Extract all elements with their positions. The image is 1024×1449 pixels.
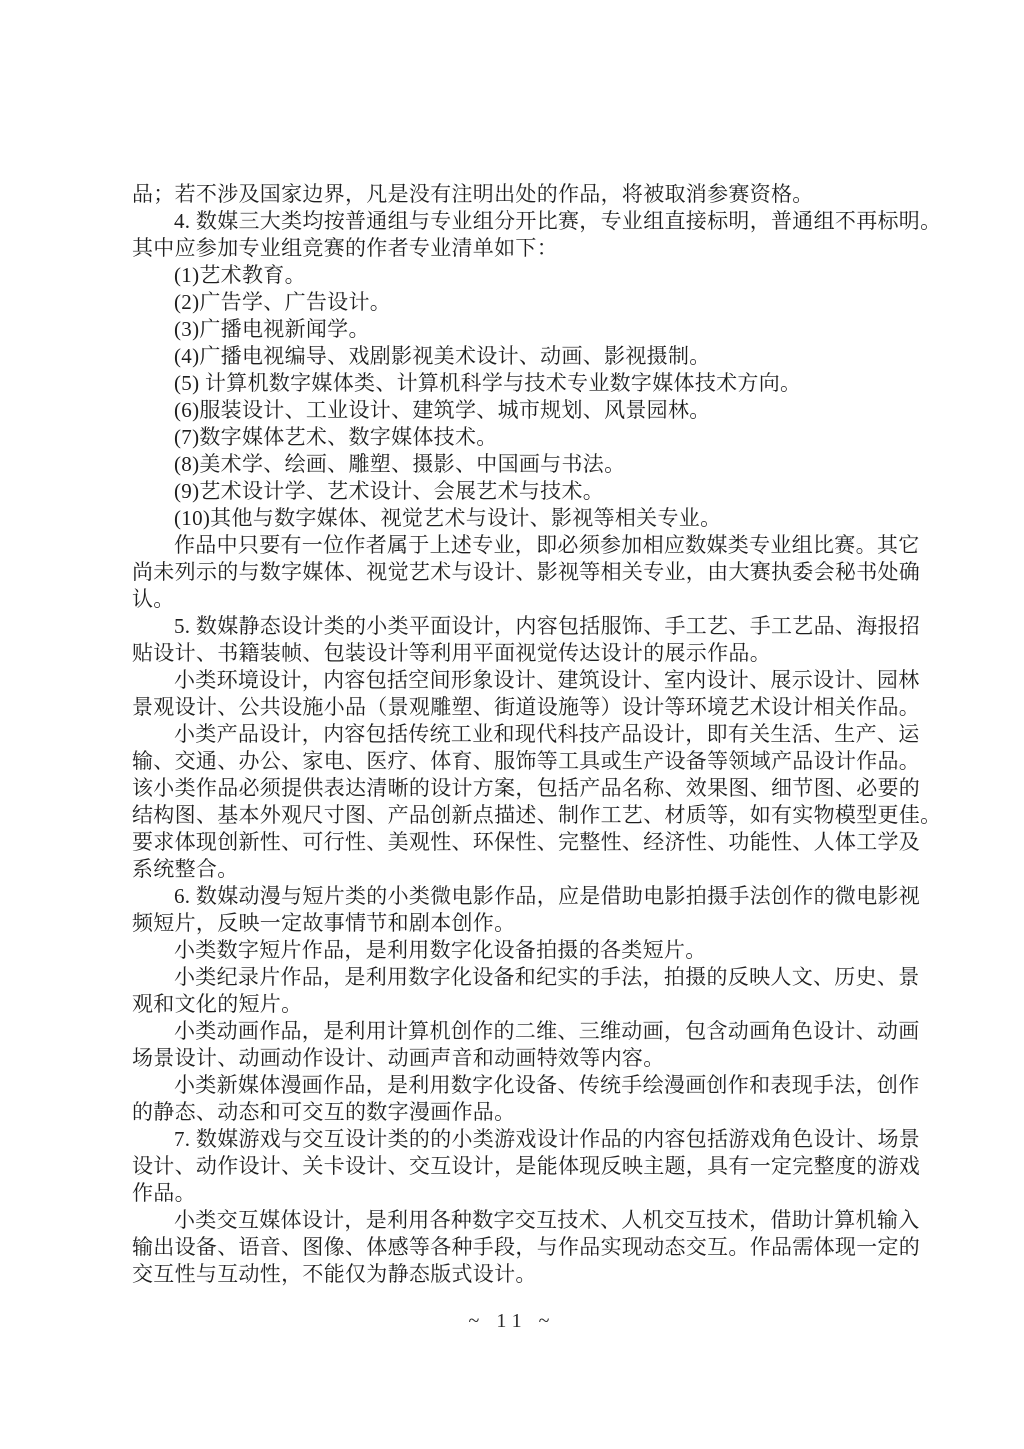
text-line: 其中应参加专业组竞赛的作者专业清单如下： bbox=[132, 236, 558, 260]
text-line: (4)广播电视编导、戏剧影视美术设计、动画、影视摄制。 bbox=[174, 344, 711, 368]
text-line: 小类动画作品，是利用计算机创作的二维、三维动画，包含动画角色设计、动画 bbox=[174, 1019, 920, 1043]
document-text bbox=[132, 181, 942, 1288]
text-line: (5) 计算机数字媒体类、计算机科学与技术专业数字媒体技术方向。 bbox=[174, 371, 802, 395]
text-line: 4. 数媒三大类均按普通组与专业组分开比赛，专业组直接标明，普通组不再标明。 bbox=[174, 209, 942, 233]
text-line: 该小类作品必须提供表达清晰的设计方案，包括产品名称、效果图、细节图、必要的 bbox=[132, 776, 921, 800]
text-line: 尚未列示的与数字媒体、视觉艺术与设计、影视等相关专业，由大赛执委会秘书处确 bbox=[132, 560, 921, 584]
text-line: 6. 数媒动漫与短片类的小类微电影作品，应是借助电影拍摄手法创作的微电影视 bbox=[174, 884, 921, 908]
text-line: 7. 数媒游戏与交互设计类的的小类游戏设计作品的内容包括游戏角色设计、场景 bbox=[174, 1127, 921, 1151]
text-line: 输、交通、办公、家电、医疗、体育、服饰等工具或生产设备等领域产品设计作品。 bbox=[132, 749, 921, 773]
text-line: 的静态、动态和可交互的数字漫画作品。 bbox=[132, 1100, 516, 1124]
text-line: (9)艺术设计学、艺术设计、会展艺术与技术。 bbox=[174, 479, 605, 503]
text-line: 小类环境设计，内容包括空间形象设计、建筑设计、室内设计、展示设计、园林 bbox=[174, 668, 920, 692]
text-line: 交互性与互动性，不能仅为静态版式设计。 bbox=[132, 1262, 537, 1286]
text-line: (6)服装设计、工业设计、建筑学、城市规划、风景园林。 bbox=[174, 398, 711, 422]
text-line: 频短片，反映一定故事情节和剧本创作。 bbox=[132, 911, 516, 935]
text-line: 作品中只要有一位作者属于上述专业，即必须参加相应数媒类专业组比赛。其它 bbox=[174, 533, 920, 557]
text-line: 要求体现创新性、可行性、美观性、环保性、完整性、经济性、功能性、人体工学及 bbox=[132, 830, 921, 854]
text-line: (10)其他与数字媒体、视觉艺术与设计、影视等相关专业。 bbox=[174, 506, 722, 530]
page-number: ~ 11 ~ bbox=[468, 1310, 556, 1332]
text-line: 场景设计、动画动作设计、动画声音和动画特效等内容。 bbox=[132, 1046, 665, 1070]
text-line: 小类纪录片作品，是利用数字化设备和纪实的手法，拍摄的反映人文、历史、景 bbox=[174, 965, 920, 989]
text-line: 贴设计、书籍装帧、包装设计等利用平面视觉传达设计的展示作品。 bbox=[132, 641, 771, 665]
text-line: 输出设备、语音、图像、体感等各种手段，与作品实现动态交互。作品需体现一定的 bbox=[132, 1235, 921, 1259]
text-line: 结构图、基本外观尺寸图、产品创新点描述、制作工艺、材质等，如有实物模型更佳。 bbox=[132, 803, 942, 827]
text-line: 作品。 bbox=[132, 1181, 196, 1205]
text-line: (3)广播电视新闻学。 bbox=[174, 317, 370, 341]
text-line: 设计、动作设计、关卡设计、交互设计，是能体现反映主题，具有一定完整度的游戏 bbox=[132, 1154, 921, 1178]
text-line: 品；若不涉及国家边界，凡是没有注明出处的作品，将被取消参赛资格。 bbox=[132, 182, 814, 206]
text-line: 5. 数媒静态设计类的小类平面设计，内容包括服饰、手工艺、手工艺品、海报招 bbox=[174, 614, 921, 638]
text-line: (1)艺术教育。 bbox=[174, 263, 306, 287]
text-line: 小类数字短片作品，是利用数字化设备拍摄的各类短片。 bbox=[174, 938, 707, 962]
text-line: (2)广告学、广告设计。 bbox=[174, 290, 392, 314]
text-line: 小类交互媒体设计，是利用各种数字交互技术、人机交互技术，借助计算机输入 bbox=[174, 1208, 920, 1232]
text-line: 认。 bbox=[132, 587, 175, 611]
text-line: 景观设计、公共设施小品（景观雕塑、街道设施等）设计等环境艺术设计相关作品。 bbox=[132, 695, 921, 719]
text-line: 系统整合。 bbox=[132, 857, 239, 881]
text-line: (8)美术学、绘画、雕塑、摄影、中国画与书法。 bbox=[174, 452, 626, 476]
text-line: 小类新媒体漫画作品，是利用数字化设备、传统手绘漫画创作和表现手法，创作 bbox=[174, 1073, 920, 1097]
text-line: 小类产品设计，内容包括传统工业和现代科技产品设计，即有关生活、生产、运 bbox=[174, 722, 920, 746]
text-line: (7)数字媒体艺术、数字媒体技术。 bbox=[174, 425, 498, 449]
text-line: 观和文化的短片。 bbox=[132, 992, 303, 1016]
